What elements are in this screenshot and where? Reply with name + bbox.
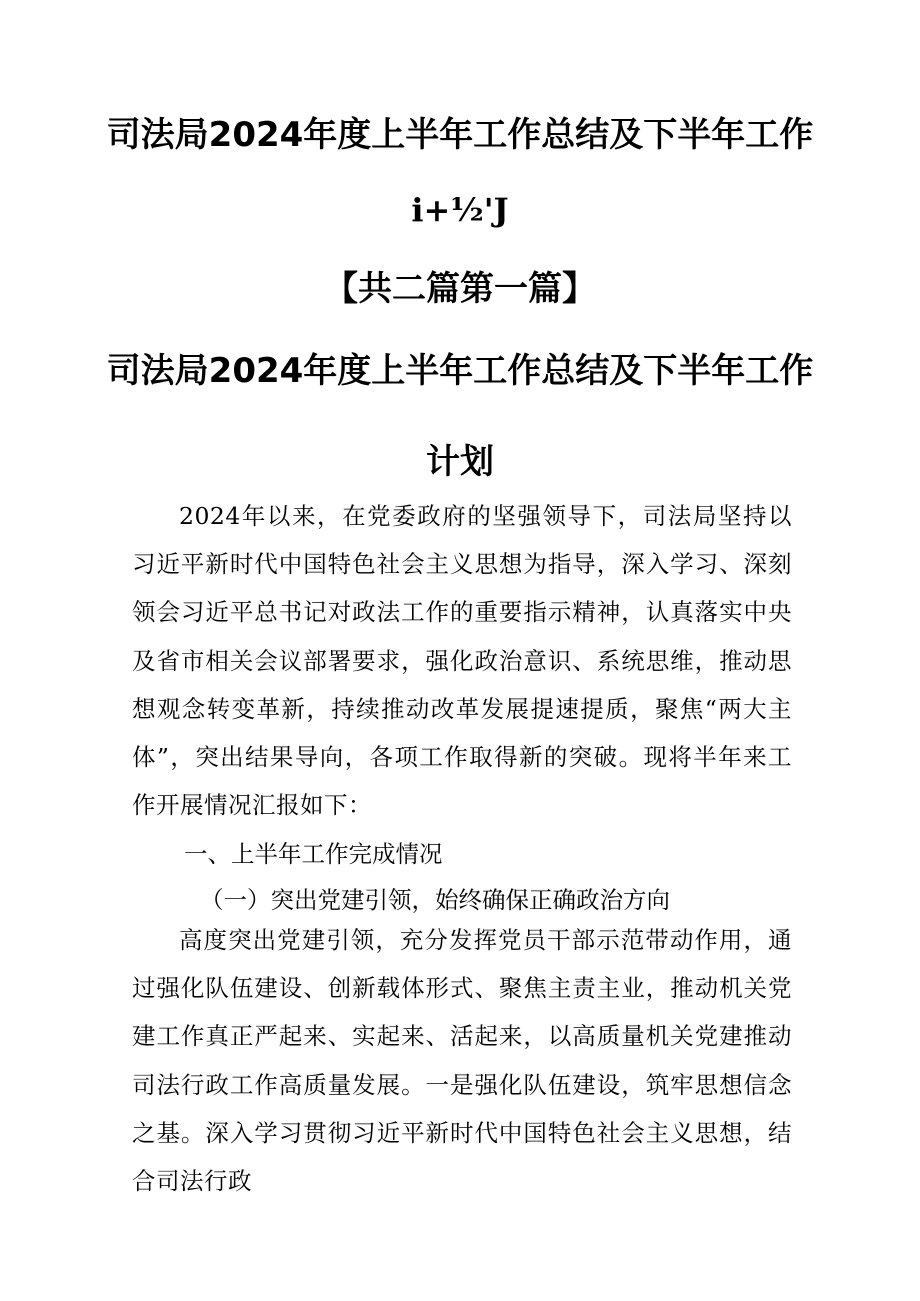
document-title-line-1: 司法局2024年度上半年工作总结及下半年工作 bbox=[106, 115, 814, 155]
document-title-repeat-line-2: 计划 bbox=[426, 442, 494, 482]
document-title-line-2: i+½'J bbox=[411, 191, 509, 229]
section-1-heading: 一、上半年工作完成情况 bbox=[184, 840, 443, 868]
document-subtitle: 【共二篇第一篇】 bbox=[324, 269, 596, 309]
subsection-1-paragraph: 高度突出党建引领，充分发挥党员干部示范带动作用，通过强化队伍建设、创新载体形式、聚焦主责主业，推动机关党建工作真正严起来、实起来、活起来，以高质量机关党建推动司法行政工作高质量发展。一是强化队伍建设，筑牢思想信念之基。深入学习贯彻习近平新时代中国特色社会主义思想，结合司法行政 bbox=[132, 926, 792, 1196]
document-title-repeat-line-1: 司法局2024年度上半年工作总结及下半年工作 bbox=[106, 351, 814, 391]
subsection-1-heading: （一）突出党建引领，始终确保正确政治方向 bbox=[200, 886, 670, 914]
intro-paragraph: 2024年以来，在党委政府的坚强领导下，司法局坚持以习近平新时代中国特色社会主义思想为指导，深入学习、深刻领会习近平总书记对政法工作的重要指示精神，认真落实中央及省市相关会议部署要求，强化政治意识、系统思维，推动思想观念转变革新，持续推动改革发展提速提质，聚焦“两大主体”，突出结果导向，各项工作取得新的突破。现将半年来工作开展情况汇报如下： bbox=[132, 502, 792, 820]
